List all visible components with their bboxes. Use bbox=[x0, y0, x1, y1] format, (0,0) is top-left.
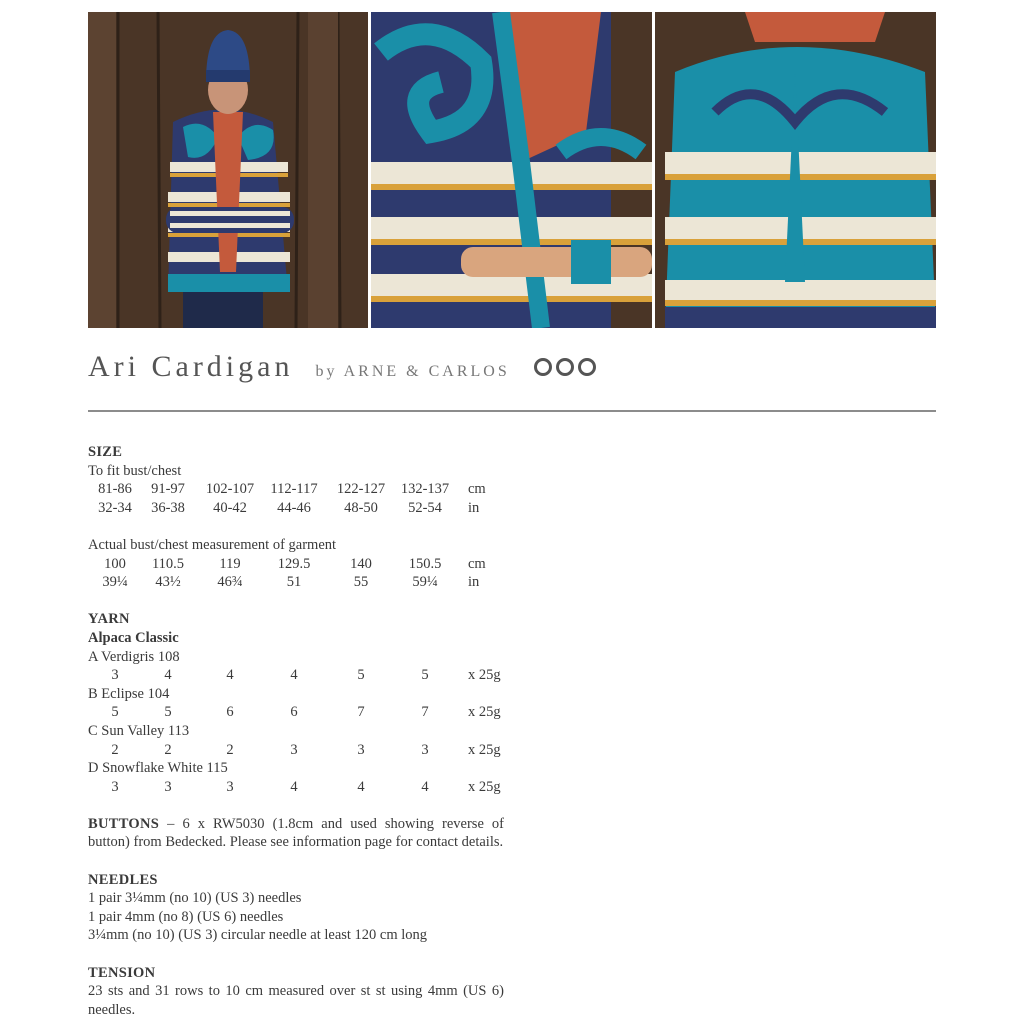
designer-byline: by ARNE & CARLOS bbox=[315, 363, 510, 380]
size-value: 40-42 bbox=[213, 499, 247, 516]
yarn-colour-label: B Eclipse 104 bbox=[88, 685, 170, 702]
unit-label: cm bbox=[468, 481, 486, 498]
yarn-colour-label: A Verdigris 108 bbox=[88, 648, 180, 665]
tension-text: 23 sts and 31 rows to 10 cm measured over st st using 4mm (US 6) needles. bbox=[88, 983, 504, 1018]
arm bbox=[461, 247, 652, 277]
needle-line: 1 pair 3¼mm (no 10) (US 3) needles bbox=[88, 890, 302, 907]
actual-label: Actual bust/chest measurement of garment bbox=[88, 536, 337, 553]
difficulty-circle-icon bbox=[556, 358, 574, 376]
yarn-amount-row bbox=[88, 666, 504, 685]
unit-label: cm bbox=[468, 555, 486, 572]
photo-model-full bbox=[88, 12, 368, 328]
pattern-title: Ari Cardigan bbox=[88, 350, 294, 383]
needle-line: 3¼mm (no 10) (US 3) circular needle at least 120 cm long bbox=[88, 927, 428, 944]
unit-label: in bbox=[468, 574, 480, 591]
actual-in-row bbox=[88, 573, 504, 592]
yarn-amount: 3 bbox=[164, 778, 172, 795]
yarn-amount: 7 bbox=[357, 704, 365, 721]
fit-label: To fit bust/chest bbox=[88, 462, 182, 479]
needle-line: 1 pair 4mm (no 8) (US 6) needles bbox=[88, 908, 284, 925]
yarn-amount: 4 bbox=[164, 667, 172, 684]
yarn-amount: 7 bbox=[421, 704, 429, 721]
buttons-section bbox=[88, 815, 504, 852]
yarn-amount: 2 bbox=[226, 741, 234, 758]
yarn-amount: 3 bbox=[111, 778, 119, 795]
unit-label: x 25g bbox=[468, 704, 501, 721]
size-value: 52-54 bbox=[408, 499, 442, 516]
size-value: 102-107 bbox=[205, 481, 255, 498]
size-value: 140 bbox=[350, 555, 372, 572]
size-value: 129.5 bbox=[277, 555, 311, 572]
yarn-amount: 4 bbox=[290, 667, 298, 684]
size-value: 112-117 bbox=[270, 481, 318, 498]
actual-cm-row bbox=[88, 555, 504, 574]
size-value: 36-38 bbox=[151, 499, 185, 516]
yarn-amount: 6 bbox=[290, 704, 298, 721]
size-value: 39¼ bbox=[102, 574, 128, 591]
size-value: 132-137 bbox=[400, 481, 450, 498]
yarn-amount: 3 bbox=[226, 778, 234, 795]
yarn-amount: 5 bbox=[111, 704, 119, 721]
unit-label: x 25g bbox=[468, 778, 501, 795]
yarn-colour-label: C Sun Valley 113 bbox=[88, 722, 190, 739]
unit-label: x 25g bbox=[468, 741, 501, 758]
photo-cardigan-front bbox=[371, 12, 652, 328]
yarn-amount: 5 bbox=[164, 704, 172, 721]
yarn-amount: 4 bbox=[290, 778, 298, 795]
buttons-text: – 6 x RW5030 (1.8cm and used showing reverse of button) from Bedecked. Please see information page for contact details. bbox=[88, 815, 504, 851]
buttons-heading: BUTTONS bbox=[88, 815, 160, 832]
size-value: 110.5 bbox=[151, 555, 185, 572]
yarn-amount: 4 bbox=[357, 778, 365, 795]
size-value: 48-50 bbox=[344, 499, 378, 516]
yarn-amount-row bbox=[88, 703, 504, 722]
size-value: 32-34 bbox=[98, 499, 132, 516]
yarn-amount: 4 bbox=[226, 667, 234, 684]
size-value: 43½ bbox=[155, 574, 181, 591]
fit-cm-row bbox=[88, 480, 504, 499]
size-value: 81-86 bbox=[98, 481, 132, 498]
yarn-colour-label: D Snowflake White 115 bbox=[88, 760, 228, 777]
difficulty-rating bbox=[534, 358, 596, 376]
size-value: 51 bbox=[286, 574, 302, 591]
size-value: 44-46 bbox=[277, 499, 311, 516]
size-heading: SIZE bbox=[88, 444, 123, 460]
size-value: 150.5 bbox=[408, 555, 442, 572]
yarn-amount: 3 bbox=[290, 741, 298, 758]
photo-strip bbox=[88, 12, 936, 328]
yarn-amount: 2 bbox=[164, 741, 172, 758]
yarn-amount: 5 bbox=[421, 667, 429, 684]
size-value: 122-127 bbox=[336, 481, 386, 498]
unit-label: x 25g bbox=[468, 667, 501, 684]
size-value: 119 bbox=[219, 555, 241, 572]
size-value: 55 bbox=[353, 574, 369, 591]
yarn-amount: 4 bbox=[421, 778, 429, 795]
yarn-amount: 5 bbox=[357, 667, 365, 684]
fit-in-row bbox=[88, 499, 504, 518]
yarn-amount: 2 bbox=[111, 741, 119, 758]
yarn-amount: 6 bbox=[226, 704, 234, 721]
yarn-amount: 3 bbox=[111, 667, 119, 684]
needles-heading: NEEDLES bbox=[88, 871, 158, 888]
size-value: 59¼ bbox=[412, 574, 438, 591]
yarn-amount: 3 bbox=[357, 741, 365, 758]
size-value: 100 bbox=[104, 555, 126, 572]
photo-cardigan-back bbox=[655, 12, 936, 328]
size-value: 46¾ bbox=[217, 574, 243, 591]
shirt-collar bbox=[745, 12, 885, 42]
yarn-heading: YARN bbox=[88, 611, 130, 628]
yarn-name: Alpaca Classic bbox=[88, 629, 179, 646]
difficulty-circle-icon bbox=[534, 358, 552, 376]
pattern-heading bbox=[88, 350, 596, 384]
tension-heading: TENSION bbox=[88, 964, 156, 981]
difficulty-circle-icon bbox=[578, 358, 596, 376]
pattern-details bbox=[88, 443, 504, 1019]
size-value: 91-97 bbox=[151, 481, 185, 498]
divider bbox=[88, 410, 936, 412]
yarn-amount: 3 bbox=[421, 741, 429, 758]
yarn-amount-row bbox=[88, 741, 504, 760]
unit-label: in bbox=[468, 499, 480, 516]
yarn-amount-row bbox=[88, 778, 504, 797]
